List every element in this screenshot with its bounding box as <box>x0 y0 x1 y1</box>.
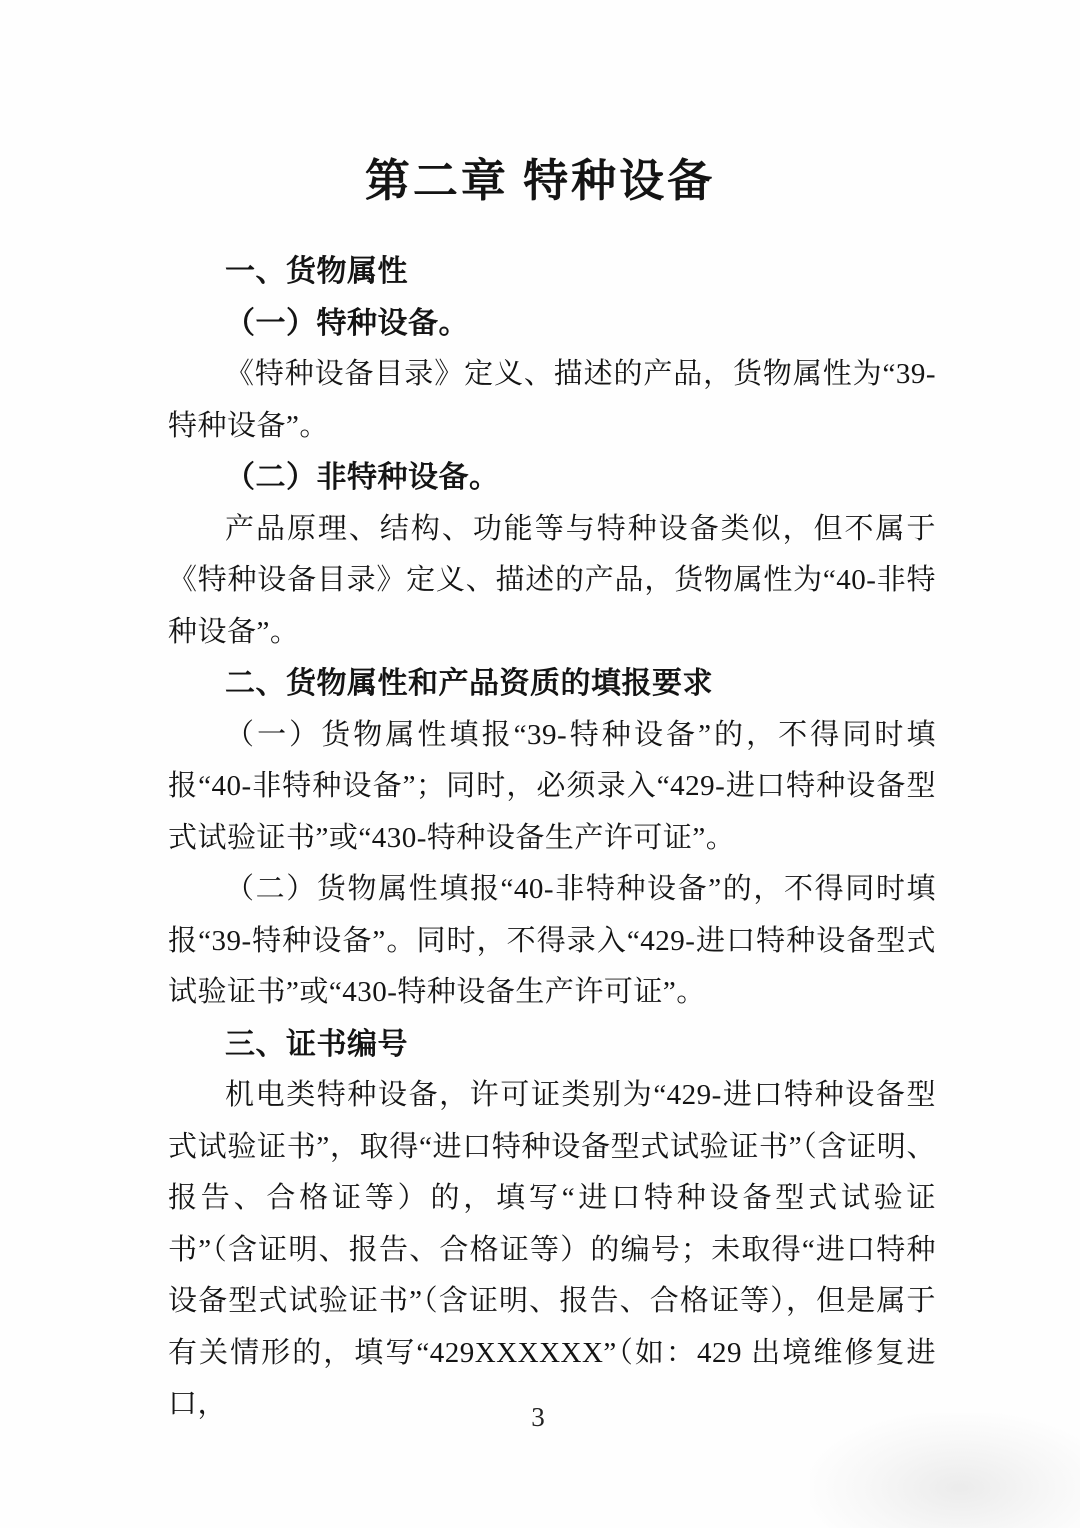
section-heading: 一、货物属性 <box>225 255 408 288</box>
chapter-title: 第二章 特种设备 <box>364 156 716 206</box>
body-paragraph: （二）货物属性填报“40-非特种设备”的，不得同时填报“39-特种设备”。同时，不得录入“429-进口特种设备型式试验证书”或“430-特种设备生产许可证”。 <box>168 873 936 1008</box>
body-paragraph: 机电类特种设备，许可证类别为“429-进口特种设备型式试验证书”，取得“进口特种设备型式试验证书”（含证明、报告、合格证等）的，填写“进口特种设备型式试验证书”（含证明、报告、合格证等）的编号；未取得“进口特种设备型式试验证书”（含证明、报告、合格证等），但是属于有关情形的，填写“429XXXXXX”（如：429 出境维修复进口， <box>168 1079 936 1420</box>
body-paragraph: 产品原理、结构、功能等与特种设备类似，但不属于《特种设备目录》定义、描述的产品，货物属性为“40-非特种设备”。 <box>168 512 936 648</box>
section-heading: 二、货物属性和产品资质的填报要求 <box>225 667 713 700</box>
section-heading: 三、证书编号 <box>225 1027 408 1061</box>
document-body <box>168 246 936 1431</box>
sub-heading: （二）非特种设备。 <box>225 461 500 494</box>
body-paragraph: 《特种设备目录》定义、描述的产品，货物属性为“39-特种设备”。 <box>168 358 936 442</box>
sub-heading: （一）特种设备。 <box>225 306 469 340</box>
page-number: 3 <box>531 1402 545 1432</box>
body-paragraph: （一）货物属性填报“39-特种设备”的，不得同时填报“40-非特种设备”；同时，必须录入“429-进口特种设备型式试验证书”或“430-特种设备生产许可证”。 <box>168 718 936 854</box>
